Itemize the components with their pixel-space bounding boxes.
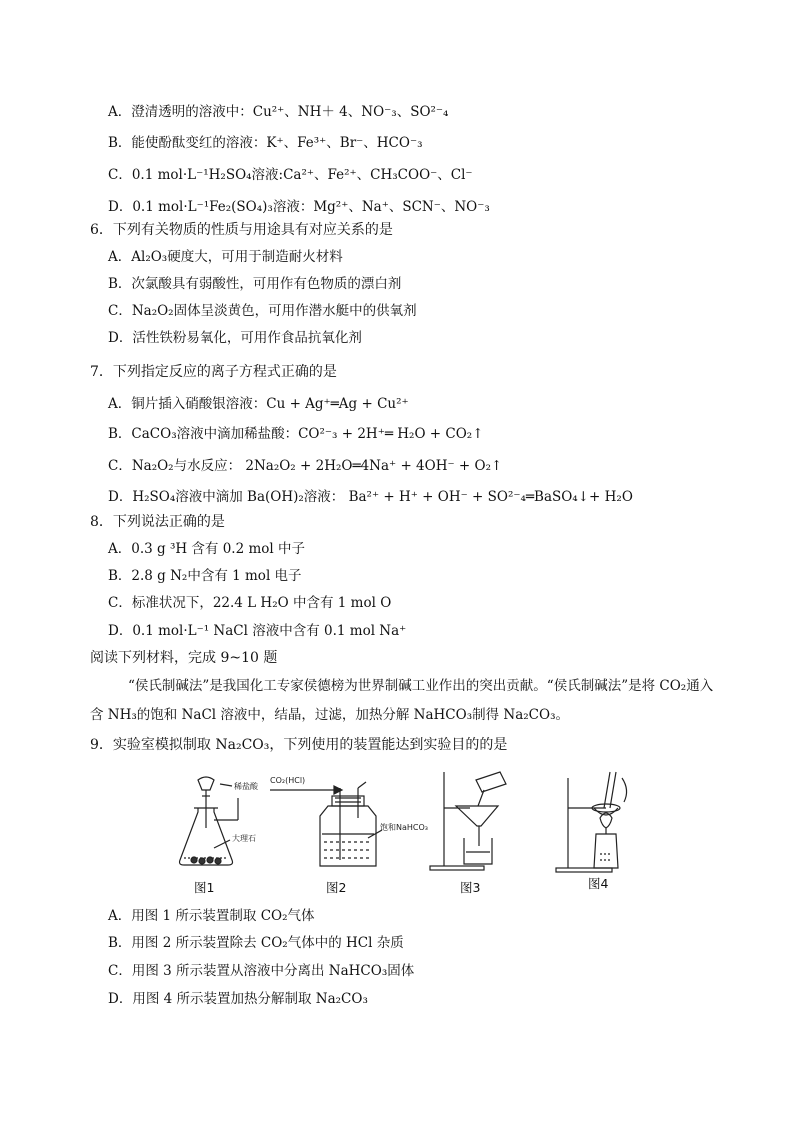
q7-stem: 7．下列指定反应的离子方程式正确的是 [90,364,337,380]
q6-option-a: A．Al₂O₃硬度大，可用于制造耐火材料 [108,249,343,265]
q6-option-c: C．Na₂O₂固体呈淡黄色，可用作潜水艇中的供氧剂 [108,303,417,319]
q8-stem: 8．下列说法正确的是 [90,514,225,530]
q7-option-b: B．CaCO₃溶液中滴加稀盐酸：CO²⁻₃ + 2H⁺═ H₂O + CO₂↑ [108,426,484,442]
q9-option-a: A．用图 1 所示装置制取 CO₂气体 [108,908,315,924]
reading-intro: 阅读下列材料，完成 9~10 题 [90,650,278,666]
apparatus-figures [170,768,640,898]
q5-option-c: C．0.1 mol·L⁻¹H₂SO₄溶液:Ca²⁺、Fe²⁺、CH₃COO⁻、Cl⁻ [108,167,473,183]
q7-option-d: D．H₂SO₄溶液中滴加 Ba(OH)₂溶液： Ba²⁺ + H⁺ + OH⁻ + SO²⁻₄═BaSO₄↓+ H₂O [108,489,633,505]
q9-option-b: B．用图 2 所示装置除去 CO₂气体中的 HCl 杂质 [108,935,404,951]
q8-option-c: C．标准状况下，22.4 L H₂O 中含有 1 mol O [108,595,392,611]
q5-option-b: B．能使酚酞变红的溶液：K⁺、Fe³⁺、Br⁻、HCO⁻₃ [108,135,423,151]
figure-2-gas-washing-bottle [270,782,382,866]
q9-option-d: D．用图 4 所示装置加热分解制取 Na₂CO₃ [108,991,368,1007]
q9-option-c: C．用图 3 所示装置从溶液中分离出 NaHCO₃固体 [108,963,415,979]
q6-stem: 6．下列有关物质的性质与用途具有对应关系的是 [90,222,393,238]
q8-option-b: B．2.8 g N₂中含有 1 mol 电子 [108,568,302,584]
reading-paragraph-text: “侯氏制碱法”是我国化工专家侯德榜为世界制碱工业作出的突出贡献。“侯氏制碱法”是将 CO₂通入含 NH₃的饱和 NaCl 溶液中，结晶，过滤，加热分解 NaHCO₃制得 Na₂CO₃。 [90,678,714,723]
q7-option-c: C．Na₂O₂与水反应： 2Na₂O₂ + 2H₂O═4Na⁺ + 4OH⁻ + O₂↑ [108,458,503,474]
figure-2-solution-label: 饱和NaHCO₃ [380,823,428,832]
q5-option-a: A．澄清透明的溶液中：Cu²⁺、NH＋ 4、NO⁻₃、SO²⁻₄ [108,104,449,120]
q7-option-a: A．铜片插入硝酸银溶液：Cu + Ag⁺═Ag + Cu²⁺ [108,396,409,412]
figure-4-heating-apparatus [556,772,627,872]
reading-paragraph [90,672,716,730]
figure-1-flask-apparatus [180,777,239,865]
q6-option-b: B．次氯酸具有弱酸性，可用作有色物质的漂白剂 [108,276,402,292]
q8-option-d: D．0.1 mol·L⁻¹ NaCl 溶液中含有 0.1 mol Na⁺ [108,623,407,639]
figure-2-gas-label: CO₂(HCl) [270,776,306,785]
figure-4-label: 图4 [588,876,609,891]
q9-stem: 9．实验室模拟制取 Na₂CO₃，下列使用的装置能达到实验目的的是 [90,737,508,753]
q5-option-d: D．0.1 mol·L⁻¹Fe₂(SO₄)₃溶液：Mg²⁺、Na⁺、SCN⁻、NO⁻₃ [108,199,490,215]
q6-option-d: D．活性铁粉易氧化，可用作食品抗氧化剂 [108,330,362,346]
figure-1-solid-label: 大理石 [232,834,256,843]
figure-2-label: 图2 [326,880,347,895]
figure-3-label: 图3 [460,880,481,895]
figure-1-acid-label: 稀盐酸 [234,782,258,791]
q8-option-a: A．0.3 g ³H 含有 0.2 mol 中子 [108,541,306,557]
figure-3-filtration [430,772,506,870]
figure-1-label: 图1 [194,880,215,895]
apparatus-drawing [170,768,640,898]
